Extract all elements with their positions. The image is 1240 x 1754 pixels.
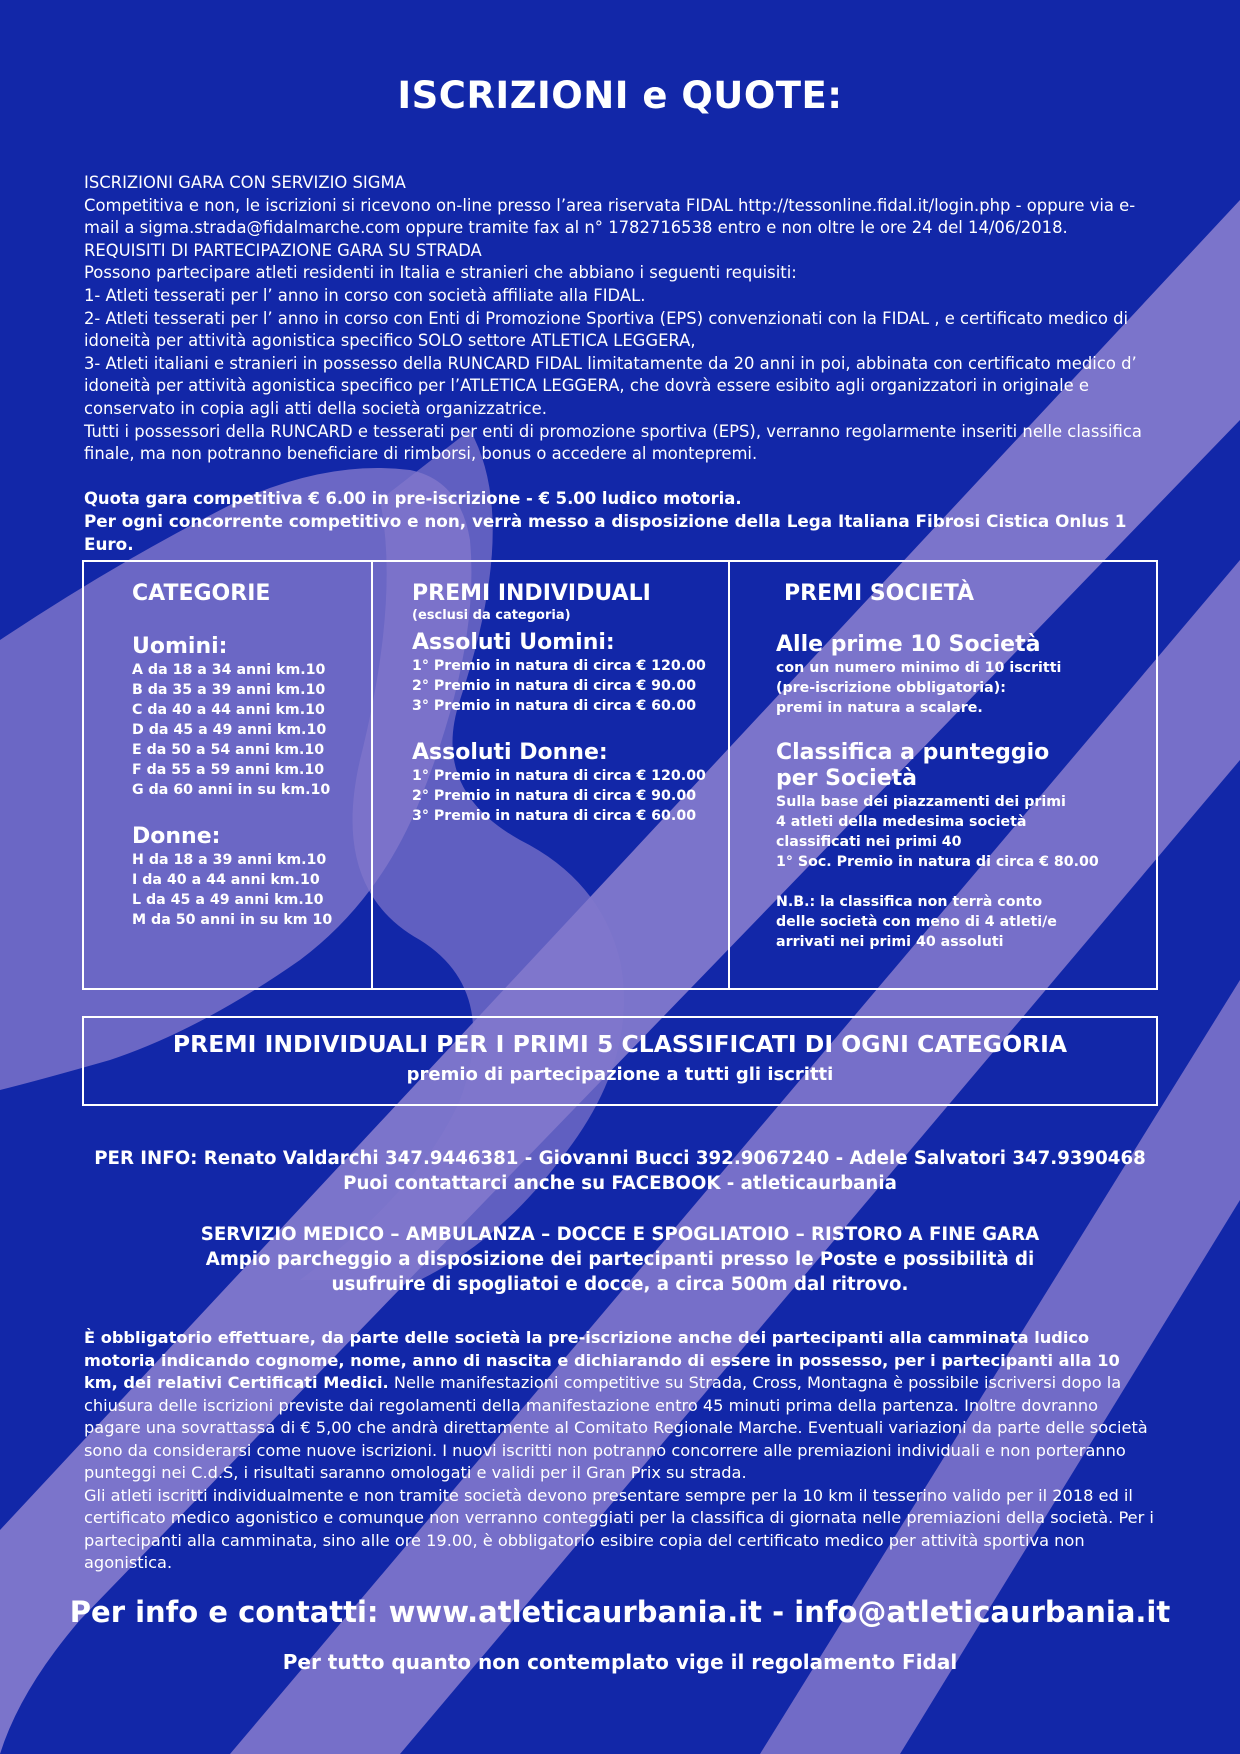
regolamento-paragraph-2: Gli atleti iscritti individualmente e non tramite società devono presentare sempre per la 10 km il tesserino valido per il 2018 ed il certificato medico agonistico e comunque non verranno conteggiati per la classifica di giornata nelle premiazioni della società. Per i partecipanti alla camminata, sino alle ore 19.00, è obbligatorio esibire copia del certificato medico per attività sportiva non agonistica. bbox=[84, 1485, 1154, 1572]
donne-title: Donne: bbox=[132, 824, 221, 849]
classifica-title: Classifica a punteggio bbox=[776, 740, 1050, 765]
regolamento-text: Nelle manifestazioni competitive su Strada, Cross, Montagna è possibile iscriversi dopo la chiusura delle iscrizioni previste dai regolamenti della manifestazione entro 45 minuti prima della partenza. Inoltre dovranno pagare una sovrattassa di € 5,00 che andrà direttamente al Comitato Regionale Marche. Eventuali variazioni da parte delle società sono da considerarsi come nuove iscrizioni. I nuovi iscritti non potranno concorrere alle premiazioni individuali e non porteranno punteggi nei C.d.S, i risultati saranno omologati e validi per il Gran Prix su strada. bbox=[84, 1373, 1148, 1482]
contacts-line: Per info e contatti: www.atleticaurbania.it - info@atleticaurbania.it bbox=[69, 1595, 1171, 1629]
categorie-title: CATEGORIE bbox=[132, 581, 271, 606]
servizi-line: SERVIZIO MEDICO – AMBULANZA – DOCCE E SPOGLIATOIO – RISTORO A FINE GARA bbox=[200, 1224, 1040, 1245]
intro-section bbox=[84, 172, 1156, 556]
parcheggio-line-2: usufruire di spogliatoi e docce, a circa 500m dal ritrovo. bbox=[331, 1274, 909, 1295]
heading-requisiti: REQUISITI DI PARTECIPAZIONE GARA SU STRADA bbox=[84, 240, 482, 260]
categoria-item: L da 45 a 49 anni km.10 bbox=[132, 892, 324, 908]
requisito-1: 1- Atleti tesserati per l’ anno in corso con società affiliate alla FIDAL. bbox=[84, 285, 646, 305]
quota-gara: Quota gara competitiva € 6.00 in pre-iscrizione - € 5.00 ludico motoria. bbox=[84, 488, 742, 508]
assoluti-uomini-title: Assoluti Uomini: bbox=[412, 630, 615, 655]
parcheggio-line-1: Ampio parcheggio a disposizione dei partecipanti presso le Poste e possibilità di bbox=[205, 1249, 1035, 1270]
premi-table bbox=[82, 560, 1158, 990]
nb-item: delle società con meno di 4 atleti/e bbox=[776, 914, 1057, 930]
info-facebook: Puoi contattarci anche su FACEBOOK - atleticaurbania bbox=[343, 1173, 897, 1194]
classifica-title-2: per Società bbox=[776, 766, 918, 791]
classifica-item: 1° Soc. Premio in natura di circa € 80.00 bbox=[776, 854, 1099, 870]
servizi-section bbox=[0, 1222, 1240, 1297]
assoluti-donne-title: Assoluti Donne: bbox=[412, 740, 608, 765]
categoria-item: D da 45 a 49 anni km.10 bbox=[132, 722, 327, 738]
premio-item: 1° Premio in natura di circa € 120.00 bbox=[412, 658, 706, 674]
societa-item: con un numero minimo di 10 iscritti bbox=[776, 660, 1062, 676]
uomini-title: Uomini: bbox=[132, 634, 228, 659]
paragraph-requisiti: Possono partecipare atleti residenti in Italia e stranieri che abbiano i seguenti requisiti: bbox=[84, 263, 797, 283]
paragraph-runcard: Tutti i possessori della RUNCARD e tesserati per enti di promozione sportiva (EPS), verranno regolarmente inseriti nelle classifica finale, ma non potranno beneficiare di rimborsi, bonus o accedere al montepremi. bbox=[84, 421, 1142, 464]
requisito-2: 2- Atleti tesserati per l’ anno in corso con Enti di Promozione Sportiva (EPS) convenzionati con la FIDAL , e certificato medico di idoneità per attività agonistica specifico SOLO settore ATLETICA LEGGERA, bbox=[84, 308, 1129, 351]
classifica-item: Sulla base dei piazzamenti dei primi bbox=[776, 794, 1066, 810]
premi-individuali-title: PREMI INDIVIDUALI bbox=[412, 581, 651, 606]
categorie-column bbox=[132, 580, 332, 930]
categoria-item: H da 18 a 39 anni km.10 bbox=[132, 852, 327, 868]
classifica-item: classificati nei primi 40 bbox=[776, 834, 962, 850]
premi-categoria-box bbox=[82, 1016, 1158, 1106]
footer-line: Per tutto quanto non contemplato vige il regolamento Fidal bbox=[282, 1650, 958, 1674]
info-telefoni: PER INFO: Renato Valdarchi 347.9446381 - Giovanni Bucci 392.9067240 - Adele Salvatori 347.9390468 bbox=[94, 1148, 1146, 1169]
premi-societa-title: PREMI SOCIETÀ bbox=[784, 581, 975, 606]
premio-item: 2° Premio in natura di circa € 90.00 bbox=[412, 788, 697, 804]
categoria-item: I da 40 a 44 anni km.10 bbox=[132, 872, 320, 888]
nb-item: arrivati nei primi 40 assoluti bbox=[776, 934, 1004, 950]
requisito-3: 3- Atleti italiani e stranieri in possesso della RUNCARD FIDAL limitatamente da 20 anni in poi, abbinata con certificato medico d’ idoneità per attività agonistica specifico per l’ATLETICA LEGGERA, che dovrà essere esibito agli organizzatori in originale e conservato in copia agli atti della società organizzatrice. bbox=[84, 353, 1137, 418]
categoria-item: E da 50 a 54 anni km.10 bbox=[132, 742, 325, 758]
prime-societa-title: Alle prime 10 Società bbox=[776, 632, 1041, 657]
regolamento-bold: È obbligatorio effettuare, da parte delle società la pre-iscrizione anche dei partecipanti alla camminata ludico motoria indicando cognome, nome, anno di nascita e dichiarando di essere in possesso, per i partecipanti alla 10 km, dei relativi Certificati Medici. bbox=[84, 1328, 1120, 1392]
societa-item: (pre-iscrizione obbligatoria): bbox=[776, 680, 1006, 696]
categoria-item: F da 55 a 59 anni km.10 bbox=[132, 762, 325, 778]
premi-individuali-subtitle: (esclusi da categoria) bbox=[412, 608, 571, 623]
categoria-item: C da 40 a 44 anni km.10 bbox=[132, 702, 325, 718]
paragraph-iscrizioni: Competitiva e non, le iscrizioni si ricevono on-line presso l’area riservata FIDAL http://tessonline.fidal.it/login.php - oppure via e-mail a sigma.strada@fidalmarche.com oppure tramite fax al n° 1782716538 entro e non oltre le ore 24 del 14/06/2018. bbox=[84, 195, 1136, 238]
categoria-item: G da 60 anni in su km.10 bbox=[132, 782, 331, 798]
heading-iscrizioni: ISCRIZIONI GARA CON SERVIZIO SIGMA bbox=[84, 173, 406, 192]
categoria-item: M da 50 anni in su km 10 bbox=[132, 912, 333, 928]
lega-fibrosi: Per ogni concorrente competitivo e non, verrà messo a disposizione della Lega Italiana Fibrosi Cistica Onlus 1 Euro. bbox=[84, 511, 1127, 554]
premi-categoria-sub: premio di partecipazione a tutti gli iscritti bbox=[406, 1064, 834, 1085]
premio-item: 1° Premio in natura di circa € 120.00 bbox=[412, 768, 706, 784]
regolamento-section bbox=[84, 1327, 1156, 1575]
classifica-item: 4 atleti della medesima società bbox=[776, 814, 1027, 830]
premio-item: 3° Premio in natura di circa € 60.00 bbox=[412, 808, 697, 824]
page-title: ISCRIZIONI e QUOTE: bbox=[397, 74, 843, 117]
info-contatti bbox=[0, 1146, 1240, 1196]
categoria-item: B da 35 a 39 anni km.10 bbox=[132, 682, 326, 698]
premio-item: 3° Premio in natura di circa € 60.00 bbox=[412, 698, 697, 714]
premi-individuali-column bbox=[412, 580, 706, 826]
nb-item: N.B.: la classifica non terrà conto bbox=[776, 894, 1043, 910]
premi-societa-column bbox=[776, 580, 1099, 952]
premio-item: 2° Premio in natura di circa € 90.00 bbox=[412, 678, 697, 694]
societa-item: premi in natura a scalare. bbox=[776, 700, 983, 716]
categoria-item: A da 18 a 34 anni km.10 bbox=[132, 662, 326, 678]
premi-categoria-heading: PREMI INDIVIDUALI PER I PRIMI 5 CLASSIFICATI DI OGNI CATEGORIA bbox=[172, 1030, 1068, 1058]
